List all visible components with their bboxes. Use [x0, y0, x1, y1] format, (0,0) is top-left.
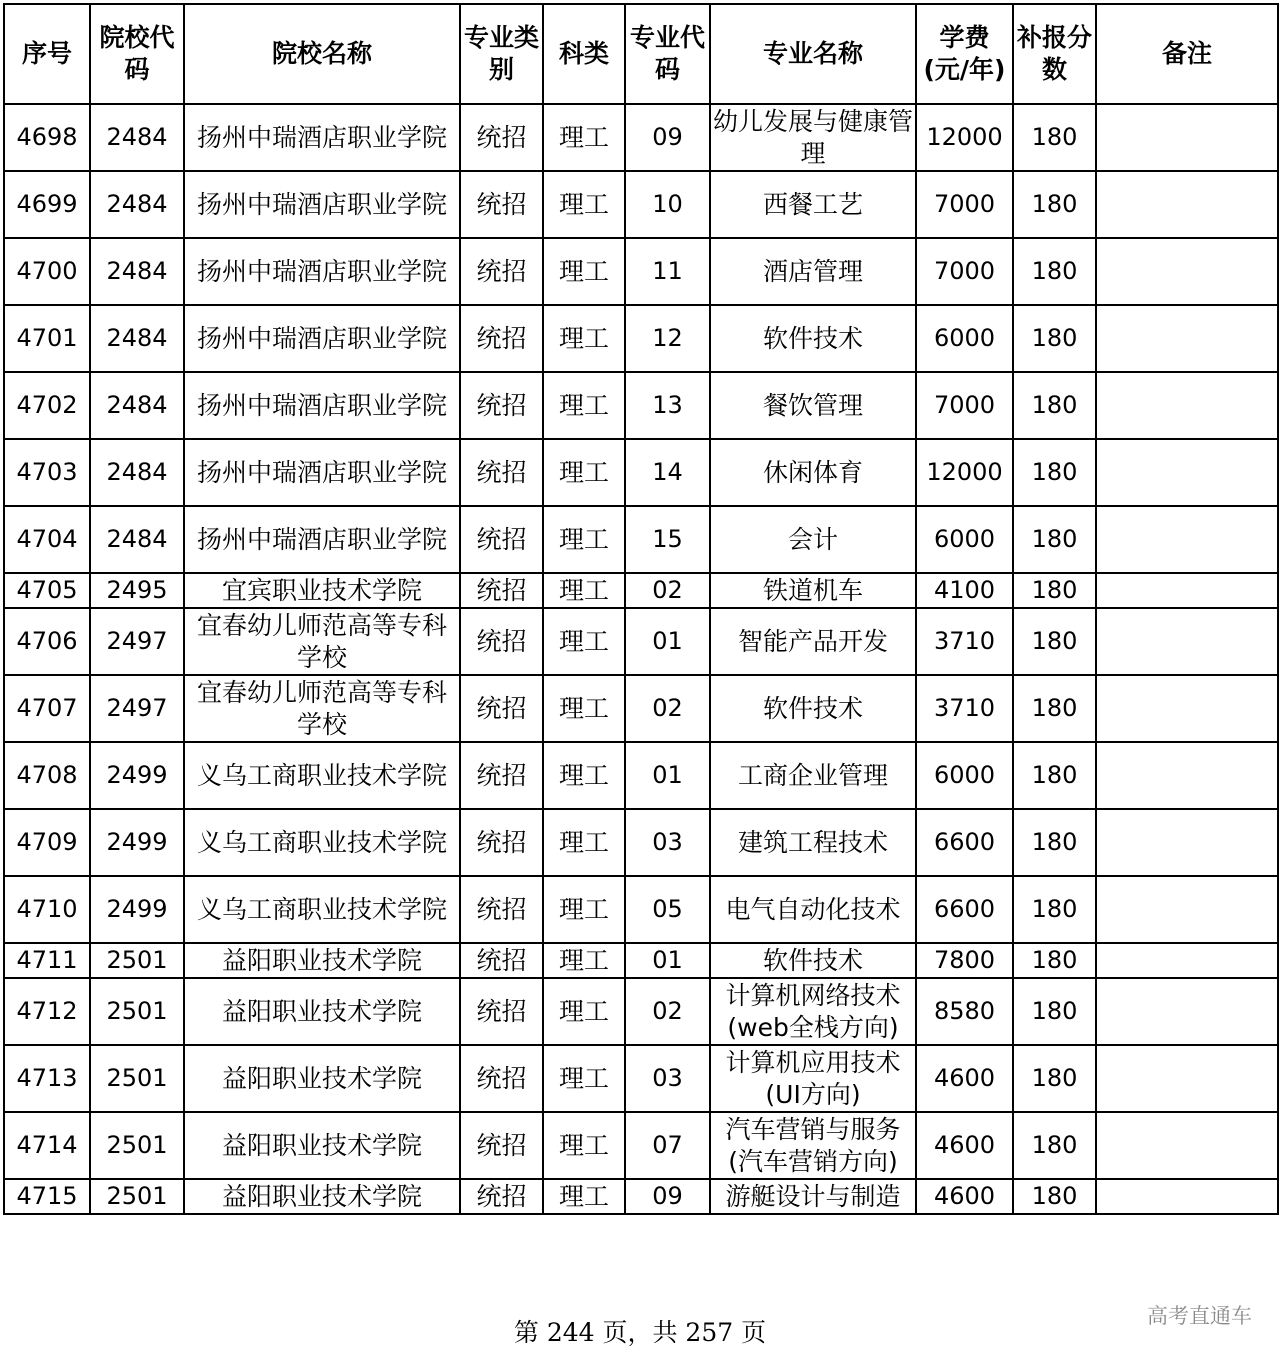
header-cell: 专业代码 — [625, 4, 710, 104]
table-cell: 理工 — [543, 675, 625, 742]
table-cell: 电气自动化技术 — [710, 876, 916, 943]
table-cell: 15 — [625, 506, 710, 573]
table-cell: 4715 — [4, 1179, 90, 1214]
table-cell: 宜春幼儿师范高等专科学校 — [184, 608, 460, 675]
header-cell: 专业类别 — [460, 4, 543, 104]
table-cell: 180 — [1013, 1045, 1096, 1112]
table-cell: 05 — [625, 876, 710, 943]
table-cell: 计算机应用技术(UI方向) — [710, 1045, 916, 1112]
table-cell: 理工 — [543, 573, 625, 608]
table-cell: 03 — [625, 809, 710, 876]
table-cell: 180 — [1013, 1179, 1096, 1214]
table-cell: 11 — [625, 238, 710, 305]
table-cell: 益阳职业技术学院 — [184, 1045, 460, 1112]
header-cell: 学费(元/年) — [916, 4, 1013, 104]
table-cell: 6000 — [916, 305, 1013, 372]
table-cell: 4100 — [916, 573, 1013, 608]
table-cell: 03 — [625, 1045, 710, 1112]
table-cell: 4698 — [4, 104, 90, 171]
table-cell: 计算机网络技术(web全栈方向) — [710, 978, 916, 1045]
table-cell: 统招 — [460, 238, 543, 305]
table-cell: 180 — [1013, 978, 1096, 1045]
table-cell — [1096, 439, 1278, 506]
table-row — [4, 305, 1278, 372]
table-cell: 4713 — [4, 1045, 90, 1112]
table-cell: 2497 — [90, 608, 184, 675]
table-cell: 12 — [625, 305, 710, 372]
table-cell: 4704 — [4, 506, 90, 573]
table-cell: 180 — [1013, 809, 1096, 876]
table-row — [4, 742, 1278, 809]
table-cell: 2495 — [90, 573, 184, 608]
table-cell: 游艇设计与制造 — [710, 1179, 916, 1214]
table-body — [4, 104, 1278, 1214]
table-cell — [1096, 675, 1278, 742]
table-cell: 180 — [1013, 171, 1096, 238]
table-cell: 理工 — [543, 1112, 625, 1179]
table-cell: 软件技术 — [710, 675, 916, 742]
table-row — [4, 506, 1278, 573]
table-cell: 180 — [1013, 608, 1096, 675]
table-cell: 2501 — [90, 1112, 184, 1179]
table-row — [4, 809, 1278, 876]
table-cell: 酒店管理 — [710, 238, 916, 305]
table-cell: 理工 — [543, 238, 625, 305]
table-cell: 理工 — [543, 809, 625, 876]
table-cell: 2501 — [90, 978, 184, 1045]
table-cell: 扬州中瑞酒店职业学院 — [184, 238, 460, 305]
table-cell: 180 — [1013, 876, 1096, 943]
table-cell — [1096, 978, 1278, 1045]
table-cell: 宜春幼儿师范高等专科学校 — [184, 675, 460, 742]
table-row — [4, 238, 1278, 305]
table-cell — [1096, 573, 1278, 608]
header-cell: 补报分数 — [1013, 4, 1096, 104]
table-cell: 软件技术 — [710, 943, 916, 978]
table-cell — [1096, 506, 1278, 573]
table-cell: 4708 — [4, 742, 90, 809]
table-cell: 4600 — [916, 1112, 1013, 1179]
table-cell: 3710 — [916, 608, 1013, 675]
table-cell: 07 — [625, 1112, 710, 1179]
table-cell: 09 — [625, 104, 710, 171]
table-cell: 统招 — [460, 171, 543, 238]
table-cell: 4710 — [4, 876, 90, 943]
table-cell: 4702 — [4, 372, 90, 439]
table-cell: 14 — [625, 439, 710, 506]
table-cell: 扬州中瑞酒店职业学院 — [184, 104, 460, 171]
table-cell: 统招 — [460, 1045, 543, 1112]
table-cell: 4600 — [916, 1045, 1013, 1112]
table-cell: 理工 — [543, 1045, 625, 1112]
table-cell: 理工 — [543, 742, 625, 809]
table-cell: 理工 — [543, 506, 625, 573]
table-row — [4, 573, 1278, 608]
table-cell: 统招 — [460, 372, 543, 439]
header-cell: 院校代码 — [90, 4, 184, 104]
table-cell: 智能产品开发 — [710, 608, 916, 675]
table-cell: 义乌工商职业技术学院 — [184, 742, 460, 809]
table-cell: 益阳职业技术学院 — [184, 978, 460, 1045]
table-cell: 理工 — [543, 1179, 625, 1214]
header-cell: 科类 — [543, 4, 625, 104]
table-cell — [1096, 171, 1278, 238]
table-cell: 统招 — [460, 104, 543, 171]
table-row — [4, 1045, 1278, 1112]
table-cell: 统招 — [460, 675, 543, 742]
table-cell: 180 — [1013, 742, 1096, 809]
table-cell — [1096, 1112, 1278, 1179]
header-cell: 序号 — [4, 4, 90, 104]
table-cell: 3710 — [916, 675, 1013, 742]
table-cell: 2484 — [90, 171, 184, 238]
table-cell: 软件技术 — [710, 305, 916, 372]
table-cell: 扬州中瑞酒店职业学院 — [184, 171, 460, 238]
table-cell: 7000 — [916, 372, 1013, 439]
table-cell: 理工 — [543, 305, 625, 372]
admissions-table — [3, 3, 1279, 1215]
table-cell: 6000 — [916, 506, 1013, 573]
table-cell: 2484 — [90, 238, 184, 305]
table-row — [4, 171, 1278, 238]
table-cell: 02 — [625, 675, 710, 742]
table-cell: 统招 — [460, 809, 543, 876]
table-cell: 12000 — [916, 439, 1013, 506]
table-cell: 宜宾职业技术学院 — [184, 573, 460, 608]
header-cell: 院校名称 — [184, 4, 460, 104]
table-cell: 统招 — [460, 305, 543, 372]
table-cell: 01 — [625, 742, 710, 809]
table-cell: 7800 — [916, 943, 1013, 978]
table-cell: 理工 — [543, 978, 625, 1045]
table-cell: 扬州中瑞酒店职业学院 — [184, 506, 460, 573]
table-cell — [1096, 742, 1278, 809]
table-cell: 12000 — [916, 104, 1013, 171]
table-cell: 统招 — [460, 506, 543, 573]
table-cell: 4705 — [4, 573, 90, 608]
table-cell: 10 — [625, 171, 710, 238]
table-cell: 7000 — [916, 238, 1013, 305]
table-row — [4, 608, 1278, 675]
table-cell: 统招 — [460, 608, 543, 675]
table-cell: 4714 — [4, 1112, 90, 1179]
table-cell: 扬州中瑞酒店职业学院 — [184, 439, 460, 506]
table-cell: 理工 — [543, 104, 625, 171]
table-cell: 180 — [1013, 439, 1096, 506]
table-cell — [1096, 238, 1278, 305]
table-cell: 4709 — [4, 809, 90, 876]
table-row — [4, 943, 1278, 978]
table-row — [4, 104, 1278, 171]
table-cell: 2484 — [90, 439, 184, 506]
table-cell: 统招 — [460, 876, 543, 943]
table-cell: 4699 — [4, 171, 90, 238]
table-cell: 汽车营销与服务(汽车营销方向) — [710, 1112, 916, 1179]
table-cell: 2484 — [90, 305, 184, 372]
table-cell: 2501 — [90, 1179, 184, 1214]
table-cell: 统招 — [460, 978, 543, 1045]
table-cell: 西餐工艺 — [710, 171, 916, 238]
table-cell: 7000 — [916, 171, 1013, 238]
header-row — [4, 4, 1278, 104]
table-cell: 统招 — [460, 439, 543, 506]
table-cell: 180 — [1013, 372, 1096, 439]
table-cell: 幼儿发展与健康管理 — [710, 104, 916, 171]
table-cell: 2499 — [90, 742, 184, 809]
table-row — [4, 439, 1278, 506]
table-cell: 理工 — [543, 876, 625, 943]
table-row — [4, 978, 1278, 1045]
table-cell: 工商企业管理 — [710, 742, 916, 809]
table-cell — [1096, 104, 1278, 171]
table-cell — [1096, 372, 1278, 439]
table-cell — [1096, 943, 1278, 978]
table-cell: 统招 — [460, 573, 543, 608]
table-cell: 4600 — [916, 1179, 1013, 1214]
table-cell: 180 — [1013, 305, 1096, 372]
table-cell: 理工 — [543, 608, 625, 675]
table-cell — [1096, 1179, 1278, 1214]
table-cell: 统招 — [460, 1179, 543, 1214]
table-cell: 02 — [625, 573, 710, 608]
table-row — [4, 1179, 1278, 1214]
table-cell: 餐饮管理 — [710, 372, 916, 439]
table-cell: 会计 — [710, 506, 916, 573]
table-cell: 统招 — [460, 943, 543, 978]
table-cell: 义乌工商职业技术学院 — [184, 876, 460, 943]
table-cell: 13 — [625, 372, 710, 439]
table-cell: 统招 — [460, 742, 543, 809]
table-cell: 180 — [1013, 238, 1096, 305]
table-cell: 扬州中瑞酒店职业学院 — [184, 305, 460, 372]
page-footer: 第 244 页，共 257 页 — [513, 1318, 767, 1347]
table-cell: 01 — [625, 943, 710, 978]
table-cell: 2501 — [90, 943, 184, 978]
table-cell: 6600 — [916, 876, 1013, 943]
table-cell: 2501 — [90, 1045, 184, 1112]
table-cell: 2484 — [90, 104, 184, 171]
table-cell: 益阳职业技术学院 — [184, 943, 460, 978]
table-cell: 统招 — [460, 1112, 543, 1179]
table-cell: 01 — [625, 608, 710, 675]
table-cell: 4712 — [4, 978, 90, 1045]
table-cell: 扬州中瑞酒店职业学院 — [184, 372, 460, 439]
table-cell: 义乌工商职业技术学院 — [184, 809, 460, 876]
table-cell — [1096, 305, 1278, 372]
table-cell: 02 — [625, 978, 710, 1045]
table-cell: 6000 — [916, 742, 1013, 809]
table-cell: 2497 — [90, 675, 184, 742]
table-cell: 4700 — [4, 238, 90, 305]
table-cell: 180 — [1013, 506, 1096, 573]
header-cell: 备注 — [1096, 4, 1278, 104]
table-cell: 180 — [1013, 675, 1096, 742]
table-cell: 2499 — [90, 809, 184, 876]
table-cell: 铁道机车 — [710, 573, 916, 608]
table-cell — [1096, 876, 1278, 943]
table-cell: 理工 — [543, 439, 625, 506]
table-cell: 2484 — [90, 372, 184, 439]
table-cell — [1096, 608, 1278, 675]
table-cell: 180 — [1013, 1112, 1096, 1179]
table-row — [4, 675, 1278, 742]
table-cell: 4706 — [4, 608, 90, 675]
table-cell: 建筑工程技术 — [710, 809, 916, 876]
table-cell: 8580 — [916, 978, 1013, 1045]
table-cell: 益阳职业技术学院 — [184, 1112, 460, 1179]
table-cell: 4711 — [4, 943, 90, 978]
table-cell: 09 — [625, 1179, 710, 1214]
table-cell: 理工 — [543, 943, 625, 978]
table-cell: 180 — [1013, 943, 1096, 978]
watermark: 高考直通车 — [1147, 1304, 1252, 1328]
table-row — [4, 1112, 1278, 1179]
table-cell: 益阳职业技术学院 — [184, 1179, 460, 1214]
table-cell: 180 — [1013, 573, 1096, 608]
table-cell: 180 — [1013, 104, 1096, 171]
table-row — [4, 372, 1278, 439]
table-cell: 理工 — [543, 372, 625, 439]
table-cell: 理工 — [543, 171, 625, 238]
table-cell: 4707 — [4, 675, 90, 742]
table-row — [4, 876, 1278, 943]
table-cell: 6600 — [916, 809, 1013, 876]
table-cell — [1096, 809, 1278, 876]
header-cell: 专业名称 — [710, 4, 916, 104]
table-cell: 4701 — [4, 305, 90, 372]
table-cell: 2499 — [90, 876, 184, 943]
table-cell: 4703 — [4, 439, 90, 506]
table-cell: 休闲体育 — [710, 439, 916, 506]
table-cell — [1096, 1045, 1278, 1112]
table-cell: 2484 — [90, 506, 184, 573]
